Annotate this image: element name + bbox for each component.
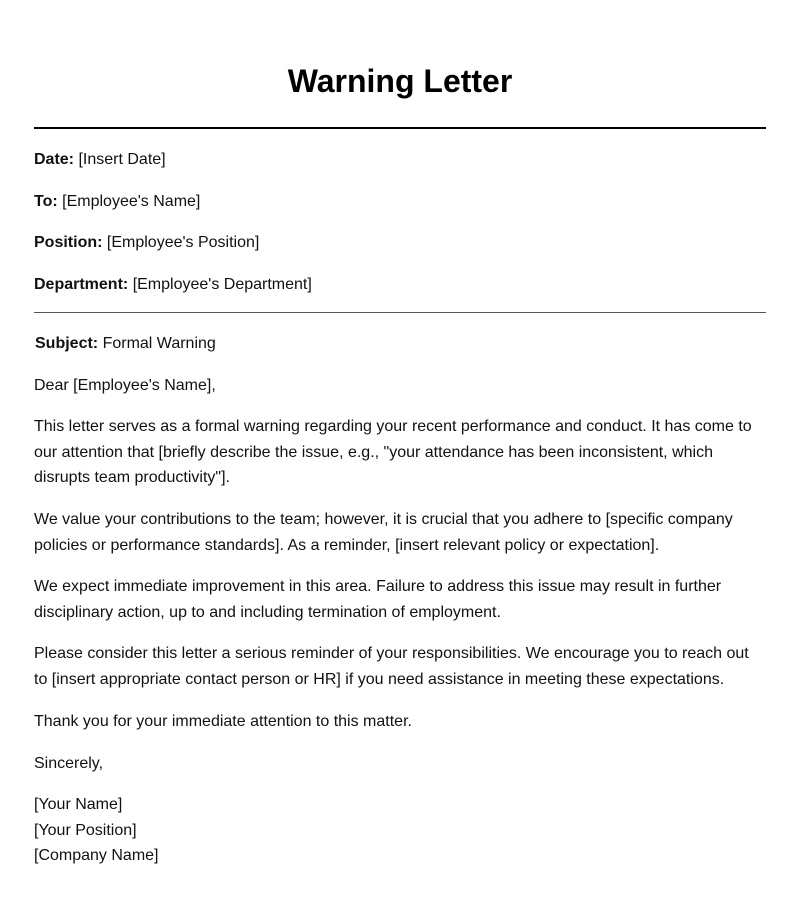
- subject-value: Formal Warning: [102, 335, 216, 352]
- body-paragraph-5: Thank you for your immediate attention to this matter.: [34, 713, 412, 730]
- subject-label: Subject:: [35, 335, 99, 352]
- to-label: To:: [34, 193, 58, 210]
- body-paragraph-1: This letter serves as a formal warning regarding your recent performance and conduct. It has come to our attention that [briefly describe the issue, e.g., "your attendance has been inconsistent, which disrupts team productivity"].: [34, 418, 752, 486]
- position-value: [Employee's Position]: [106, 234, 260, 251]
- to-value: [Employee's Name]: [62, 193, 201, 210]
- title-divider: [34, 127, 766, 129]
- to-field: [34, 192, 200, 212]
- date-label: Date:: [34, 151, 75, 168]
- date-field: [34, 150, 166, 170]
- position-label: Position:: [34, 234, 103, 251]
- page-title: Warning Letter: [287, 63, 513, 99]
- signature-company: [Company Name]: [34, 847, 159, 864]
- signature-block: [34, 792, 159, 869]
- header-divider: [34, 312, 766, 313]
- subject-line: [35, 334, 216, 354]
- date-value: [Insert Date]: [78, 151, 166, 168]
- department-field: [34, 275, 312, 295]
- body-paragraph-4: Please consider this letter a serious reminder of your responsibilities. We encourage you to reach out to [insert appropriate contact person or HR] if you need assistance in meeting these expectations.: [34, 645, 749, 688]
- position-field: [34, 233, 259, 253]
- closing: Sincerely,: [34, 755, 104, 772]
- signature-position: [Your Position]: [34, 821, 137, 839]
- department-value: [Employee's Department]: [132, 276, 312, 293]
- signature-name: [Your Name]: [34, 796, 123, 813]
- salutation: Dear [Employee's Name],: [34, 377, 216, 394]
- body-paragraph-2: We value your contributions to the team; however, it is crucial that you adhere to [specific company policies or performance standards]. As a reminder, [insert relevant policy or expectation].: [34, 511, 733, 554]
- body-paragraph-3: We expect immediate improvement in this area. Failure to address this issue may result in further disciplinary action, up to and including termination of employment.: [34, 578, 722, 621]
- department-label: Department:: [34, 276, 129, 293]
